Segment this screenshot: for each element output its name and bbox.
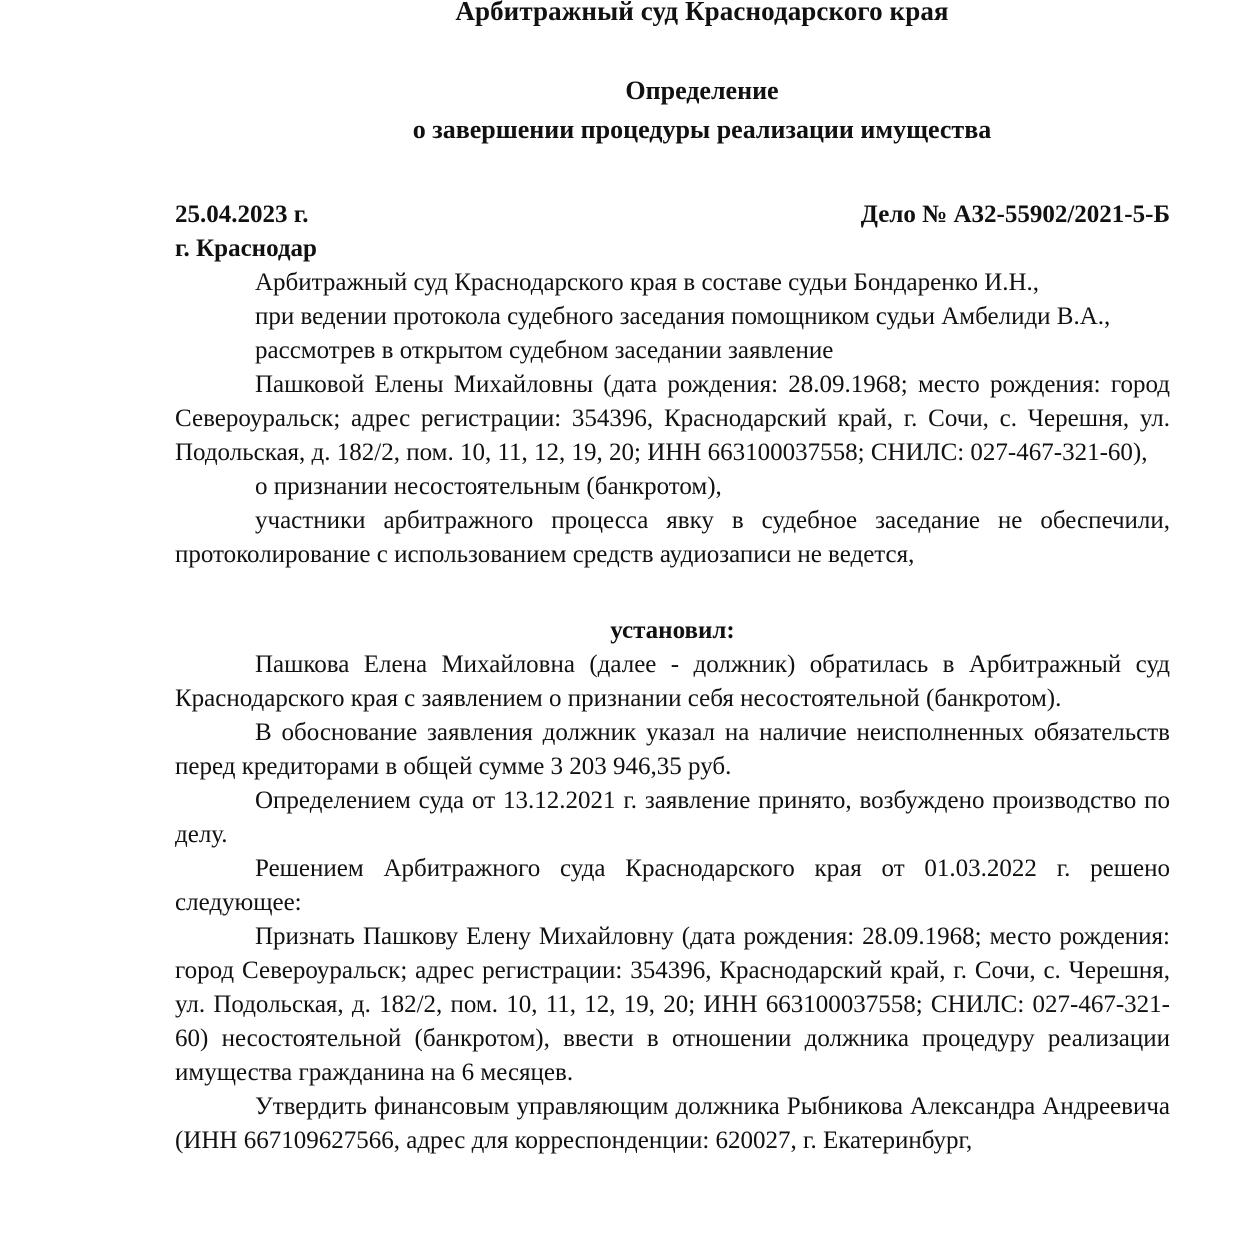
document-body <box>175 266 1170 1158</box>
act-subject-heading: о завершении процедуры реализации имущества <box>412 115 992 144</box>
protocol-clerk-line: при ведении протокола судебного заседания помощником судьи Амбелиди В.А., <box>255 303 1111 330</box>
established-paragraph-1: Пашкова Елена Михайловна (далее - должник) обратилась в Арбитражный суд Краснодарского края с заявлением о признании себя несостоятельной (банкротом). <box>175 651 1170 712</box>
established-paragraph-5: Признать Пашкову Елену Михайловну (дата рождения: 28.09.1968; место рождения: город Североуральск; адрес регистрации: 354396, Краснодарский край, г. Сочи, с. Черешня, ул. Подольская, д. 182/2, пом. 10, 11, 12, 19, 20; ИНН 663100037558; СНИЛС: 027-467-321-60) несостоятельной (банкротом), ввести в отношении должника процедуру реализации имущества гражданина на 6 месяцев. <box>175 923 1170 1086</box>
act-type-heading: Определение <box>625 76 779 105</box>
act-heading-block <box>78 74 1248 146</box>
court-title: Арбитражный суд Краснодарского края <box>455 0 949 26</box>
document-city: г. Краснодар <box>175 235 317 262</box>
established-paragraph-6: Утвердить финансовым управляющим должника Рыбникова Александра Андреевича (ИНН 667109627566, адрес для корреспонденции: 620027, г. Екатеринбург, <box>175 1093 1170 1154</box>
debtor-details: Пашковой Елены Михайловны (дата рождения: 28.09.1968; место рождения: город Североуральск; адрес регистрации: 354396, Краснодарский край, г. Сочи, с. Черешня, ул. Подольская, д. 182/2, пом. 10, 11, 12, 19, 20; ИНН 663100037558; СНИЛС: 027-467-321-60), <box>175 371 1170 466</box>
judge-composition-line: Арбитражный суд Краснодарского края в составе судьи Бондаренко И.Н., <box>255 269 1040 296</box>
established-paragraph-3: Определением суда от 13.12.2021 г. заявление принято, возбуждено производство по делу. <box>175 787 1170 848</box>
attendance-line: участники арбитражного процесса явку в судебное заседание не обеспечили, протоколирование с использованием средств аудиозаписи не ведется, <box>175 507 1170 568</box>
application-subject-line: о признании несостоятельным (банкротом), <box>255 473 722 500</box>
document-date: 25.04.2023 г. <box>175 201 309 228</box>
considered-line: рассмотрев в открытом судебном заседании заявление <box>255 337 834 364</box>
date-case-row <box>175 198 1170 266</box>
case-number: Дело № А32-55902/2021-5-Б <box>860 201 1170 228</box>
established-paragraph-4: Решением Арбитражного суда Краснодарского края от 01.03.2022 г. решено следующее: <box>175 855 1170 916</box>
established-paragraph-2: В обоснование заявления должник указал на наличие неисполненных обязательств перед кредиторами в общей сумме 3 203 946,35 руб. <box>175 719 1170 780</box>
date-city-block <box>175 198 317 266</box>
established-heading: установил: <box>610 617 735 644</box>
